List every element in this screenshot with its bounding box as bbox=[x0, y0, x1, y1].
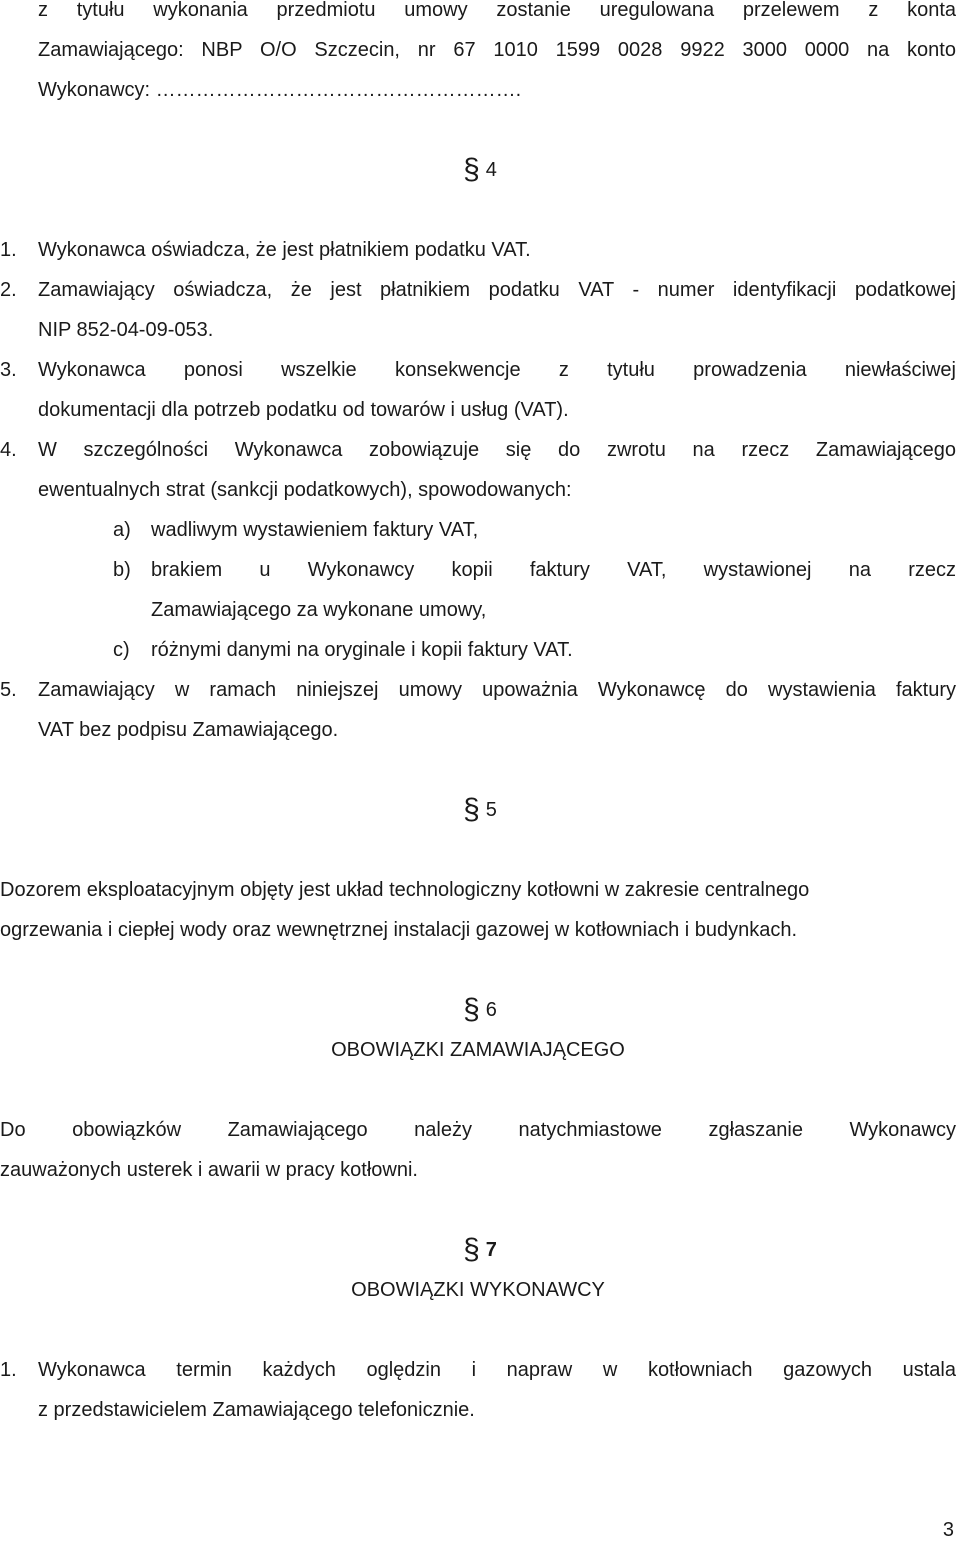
list-item-text: W szczególności Wykonawca zobowiązuje się do zwrotu na rzecz Zamawiającego bbox=[38, 439, 956, 461]
section-sign-icon: § bbox=[463, 153, 480, 186]
intro-line-1: z tytułu wykonania przedmiotu umowy zostanie uregulowana przelewem z konta bbox=[38, 0, 956, 21]
section-sign-icon: § bbox=[463, 993, 480, 1026]
sub-item-letter: c) bbox=[113, 639, 130, 661]
list-item-text: ewentualnych strat (sankcji podatkowych), spowodowanych: bbox=[38, 479, 572, 501]
section-7-number: 7 bbox=[485, 1239, 497, 1261]
section-6-title: OBOWIĄZKI ZAMAWIAJĄCEGO bbox=[331, 1039, 625, 1061]
sub-item-text: różnymi danymi na oryginale i kopii faktury VAT. bbox=[151, 639, 573, 661]
section-5-paragraph: Dozorem eksploatacyjnym objęty jest układ technologiczny kotłowni w zakresie centralnego bbox=[0, 879, 810, 901]
list-item-number: 1. bbox=[0, 239, 17, 261]
sub-item-letter: a) bbox=[113, 519, 131, 541]
list-item-text: Zamawiający oświadcza, że jest płatnikiem podatku VAT - numer identyfikacji podatkowej bbox=[38, 279, 956, 301]
sub-item-text: wadliwym wystawieniem faktury VAT, bbox=[151, 519, 479, 541]
list-item-text: VAT bez podpisu Zamawiającego. bbox=[38, 719, 339, 741]
section-6-number: 6 bbox=[485, 999, 497, 1021]
list-item-text: Wykonawca termin każdych oględzin i napraw w kotłowniach gazowych ustala bbox=[38, 1359, 956, 1381]
section-6-paragraph: zauważonych usterek i awarii w pracy kotłowni. bbox=[0, 1159, 418, 1181]
section-sign-icon: § bbox=[463, 1233, 480, 1266]
list-item-text: Wykonawca oświadcza, że jest płatnikiem podatku VAT. bbox=[38, 239, 531, 261]
section-5-heading bbox=[0, 793, 960, 826]
list-item-number: 4. bbox=[0, 439, 17, 461]
list-item-text: z przedstawicielem Zamawiającego telefonicznie. bbox=[38, 1399, 475, 1421]
intro-line-3: Wykonawcy: ………………………………………………. bbox=[38, 79, 522, 101]
list-item-text: NIP 852-04-09-053. bbox=[38, 319, 214, 341]
list-item-number: 5. bbox=[0, 679, 17, 701]
section-4-number: 4 bbox=[485, 159, 497, 181]
list-item-text: Zamawiający w ramach niniejszej umowy upoważnia Wykonawcę do wystawienia faktury bbox=[38, 679, 956, 701]
section-6-paragraph: Do obowiązków Zamawiającego należy natychmiastowe zgłaszanie Wykonawcy bbox=[0, 1119, 956, 1141]
sub-item-letter: b) bbox=[113, 559, 131, 581]
section-7-title: OBOWIĄZKI WYKONAWCY bbox=[351, 1279, 605, 1301]
list-item-text: Wykonawca ponosi wszelkie konsekwencje z tytułu prowadzenia niewłaściwej bbox=[38, 359, 956, 381]
section-5-paragraph: ogrzewania i ciepłej wody oraz wewnętrznej instalacji gazowej w kotłowniach i budynkach. bbox=[0, 919, 798, 941]
sub-item-text: brakiem u Wykonawcy kopii faktury VAT, wystawionej na rzecz bbox=[151, 559, 956, 581]
list-item-number: 2. bbox=[0, 279, 17, 301]
section-6-heading bbox=[0, 993, 960, 1026]
list-item-text: dokumentacji dla potrzeb podatku od towarów i usług (VAT). bbox=[38, 399, 569, 421]
section-4-heading bbox=[0, 153, 960, 186]
list-item-number: 3. bbox=[0, 359, 17, 381]
sub-item-text: Zamawiającego za wykonane umowy, bbox=[151, 599, 487, 621]
section-7-heading bbox=[0, 1233, 960, 1266]
section-5-number: 5 bbox=[485, 799, 497, 821]
list-item-number: 1. bbox=[0, 1359, 17, 1381]
intro-line-2: Zamawiającego: NBP O/O Szczecin, nr 67 1010 1599 0028 9922 3000 0000 na konto bbox=[38, 39, 956, 61]
section-sign-icon: § bbox=[463, 793, 480, 826]
page-number: 3 bbox=[942, 1519, 954, 1541]
